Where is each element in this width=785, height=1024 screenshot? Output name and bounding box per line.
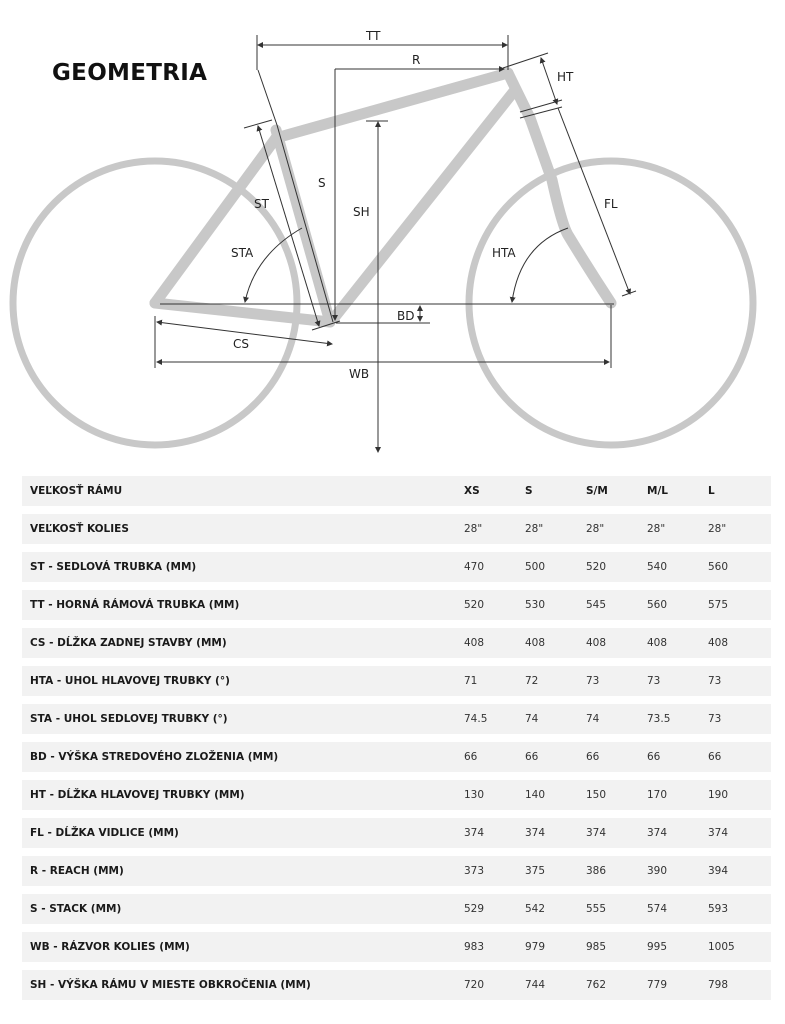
label-hta: HTA xyxy=(492,246,516,260)
row-label: STA - UHOL SEDLOVEJ TRUBKY (°) xyxy=(22,704,464,734)
value-cell: 66 xyxy=(647,742,708,772)
value-cell: 983 xyxy=(464,932,525,962)
value-cell: 798 xyxy=(708,970,771,1000)
value-cell: 74 xyxy=(586,704,647,734)
table-row xyxy=(22,590,771,620)
value-cell: 744 xyxy=(525,970,586,1000)
table-row xyxy=(22,704,771,734)
label-st: ST xyxy=(254,197,269,211)
value-cell: 28" xyxy=(464,514,525,544)
table-row xyxy=(22,894,771,924)
value-cell: 555 xyxy=(586,894,647,924)
label-sta: STA xyxy=(231,246,254,260)
value-cell: 73 xyxy=(647,666,708,696)
value-cell: 408 xyxy=(647,628,708,658)
label-tt: TT xyxy=(366,29,381,43)
bike-geometry-diagram xyxy=(0,0,785,470)
value-cell: 374 xyxy=(525,818,586,848)
value-cell: 574 xyxy=(647,894,708,924)
value-cell: 995 xyxy=(647,932,708,962)
row-label: HT - DĹŽKA HLAVOVEJ TRUBKY (MM) xyxy=(22,780,464,810)
value-cell: 66 xyxy=(586,742,647,772)
geometry-table xyxy=(22,468,771,1008)
table-row xyxy=(22,818,771,848)
value-cell: 985 xyxy=(586,932,647,962)
value-cell: 130 xyxy=(464,780,525,810)
value-cell: 374 xyxy=(647,818,708,848)
value-cell: 560 xyxy=(708,552,771,582)
row-label: VEĽKOSŤ KOLIES xyxy=(22,514,464,544)
value-cell: 150 xyxy=(586,780,647,810)
value-cell: 73 xyxy=(586,666,647,696)
value-cell: 28" xyxy=(525,514,586,544)
header-cell: S/M xyxy=(586,476,647,506)
value-cell: 66 xyxy=(525,742,586,772)
value-cell: 408 xyxy=(586,628,647,658)
value-cell: 66 xyxy=(464,742,525,772)
value-cell: 28" xyxy=(708,514,771,544)
value-cell: 575 xyxy=(708,590,771,620)
value-cell: 779 xyxy=(647,970,708,1000)
value-cell: 390 xyxy=(647,856,708,886)
label-s: S xyxy=(318,176,326,190)
label-ht: HT xyxy=(557,70,574,84)
value-cell: 593 xyxy=(708,894,771,924)
value-cell: 470 xyxy=(464,552,525,582)
value-cell: 71 xyxy=(464,666,525,696)
table-row xyxy=(22,856,771,886)
value-cell: 74 xyxy=(525,704,586,734)
bike-frame xyxy=(155,73,611,322)
value-cell: 520 xyxy=(464,590,525,620)
value-cell: 72 xyxy=(525,666,586,696)
row-label: TT - HORNÁ RÁMOVÁ TRUBKA (MM) xyxy=(22,590,464,620)
row-label: R - REACH (MM) xyxy=(22,856,464,886)
value-cell: 73.5 xyxy=(647,704,708,734)
value-cell: 66 xyxy=(708,742,771,772)
value-cell: 374 xyxy=(586,818,647,848)
value-cell: 74.5 xyxy=(464,704,525,734)
table-row xyxy=(22,514,771,544)
label-cs: CS xyxy=(233,337,249,351)
value-cell: 28" xyxy=(647,514,708,544)
row-label: SH - VÝŠKA RÁMU V MIESTE OBKROČENIA (MM) xyxy=(22,970,464,1000)
label-sh: SH xyxy=(353,205,370,219)
table-row xyxy=(22,742,771,772)
value-cell: 373 xyxy=(464,856,525,886)
value-cell: 375 xyxy=(525,856,586,886)
row-label: BD - VÝŠKA STREDOVÉHO ZLOŽENIA (MM) xyxy=(22,742,464,772)
label-wb: WB xyxy=(349,367,370,381)
value-cell: 979 xyxy=(525,932,586,962)
table-row xyxy=(22,932,771,962)
value-cell: 73 xyxy=(708,666,771,696)
table-row xyxy=(22,666,771,696)
row-label: WB - RÁZVOR KOLIES (MM) xyxy=(22,932,464,962)
value-cell: 394 xyxy=(708,856,771,886)
header-cell: S xyxy=(525,476,586,506)
value-cell: 386 xyxy=(586,856,647,886)
label-r: R xyxy=(412,53,421,67)
value-cell: 28" xyxy=(586,514,647,544)
value-cell: 560 xyxy=(647,590,708,620)
value-cell: 542 xyxy=(525,894,586,924)
row-label: S - STACK (MM) xyxy=(22,894,464,924)
row-label: HTA - UHOL HLAVOVEJ TRUBKY (°) xyxy=(22,666,464,696)
value-cell: 530 xyxy=(525,590,586,620)
value-cell: 374 xyxy=(464,818,525,848)
row-label: FL - DĹŽKA VIDLICE (MM) xyxy=(22,818,464,848)
value-cell: 408 xyxy=(464,628,525,658)
value-cell: 73 xyxy=(708,704,771,734)
value-cell: 408 xyxy=(525,628,586,658)
value-cell: 529 xyxy=(464,894,525,924)
header-cell: M/L xyxy=(647,476,708,506)
value-cell: 762 xyxy=(586,970,647,1000)
value-cell: 545 xyxy=(586,590,647,620)
header-cell: L xyxy=(708,476,771,506)
label-bd: BD xyxy=(397,309,415,323)
row-label: CS - DĹŽKA ZADNEJ STAVBY (MM) xyxy=(22,628,464,658)
value-cell: 720 xyxy=(464,970,525,1000)
table-row xyxy=(22,780,771,810)
table-header-row xyxy=(22,476,771,506)
table-row xyxy=(22,970,771,1000)
value-cell: 540 xyxy=(647,552,708,582)
table-row xyxy=(22,628,771,658)
value-cell: 408 xyxy=(708,628,771,658)
value-cell: 374 xyxy=(708,818,771,848)
value-cell: 190 xyxy=(708,780,771,810)
value-cell: 1005 xyxy=(708,932,771,962)
header-cell: VEĽKOSŤ RÁMU xyxy=(22,476,464,506)
page-title: GEOMETRIA xyxy=(52,60,208,86)
table-row xyxy=(22,552,771,582)
value-cell: 520 xyxy=(586,552,647,582)
row-label: ST - SEDLOVÁ TRUBKA (MM) xyxy=(22,552,464,582)
header-cell: XS xyxy=(464,476,525,506)
value-cell: 140 xyxy=(525,780,586,810)
value-cell: 170 xyxy=(647,780,708,810)
value-cell: 500 xyxy=(525,552,586,582)
label-fl: FL xyxy=(604,197,618,211)
